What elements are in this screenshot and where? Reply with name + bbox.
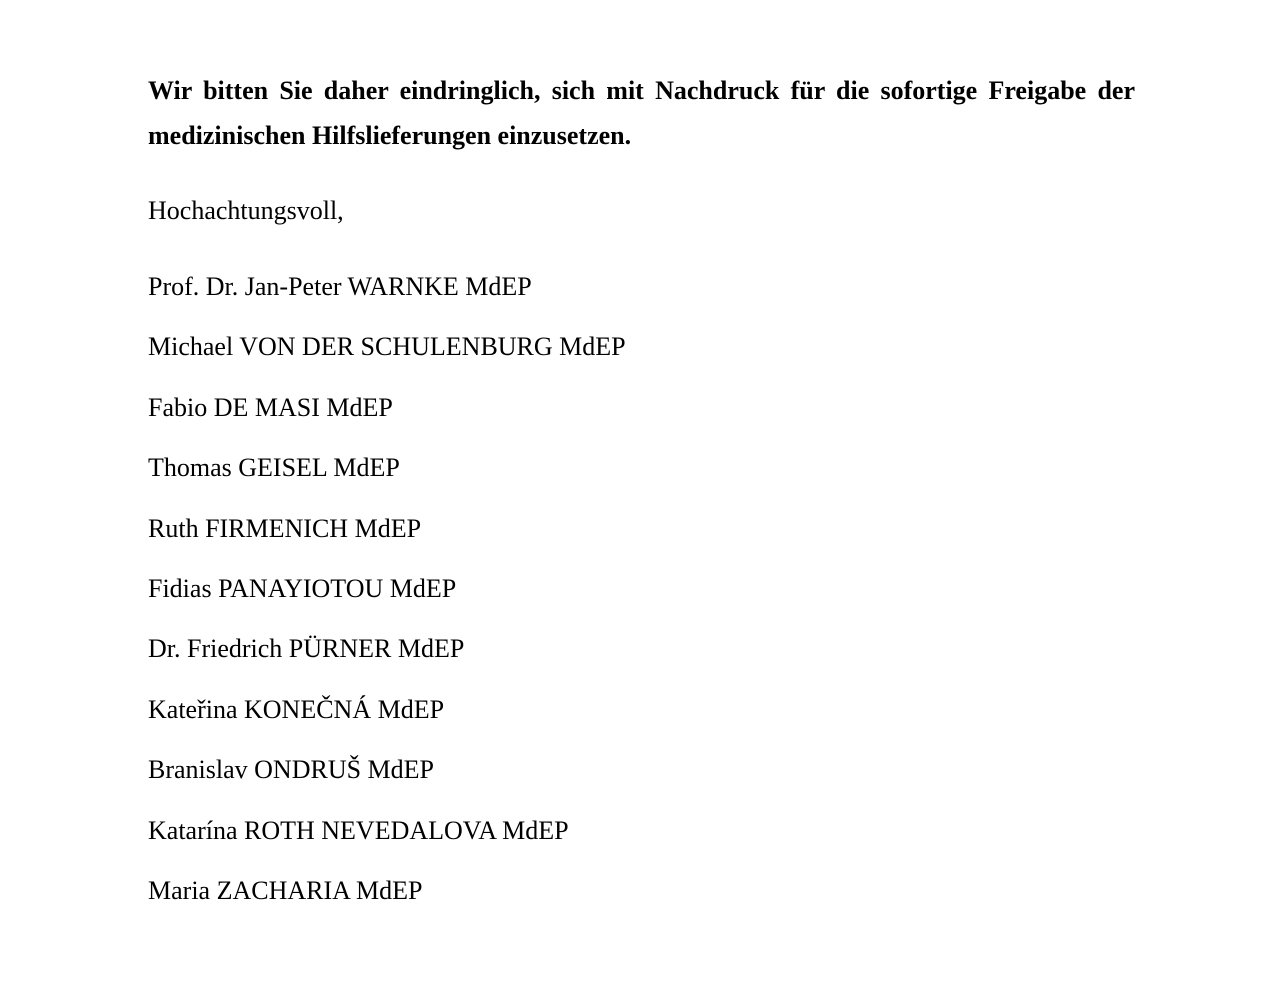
signatory-name: Kateřina KONEČNÁ MdEP [148, 694, 445, 724]
signatory-name: Thomas GEISEL MdEP [148, 453, 400, 483]
signatory-name: Prof. Dr. Jan-Peter WARNKE MdEP [148, 272, 532, 301]
signatory-list [148, 270, 626, 934]
signatory-name: Katarína ROTH NEVEDALOVA MdEP [148, 815, 569, 845]
signatory-name: Fabio DE MASI MdEP [148, 392, 393, 422]
request-paragraph: Wir bitten Sie daher eindringlich, sich mit Nachdruck für die sofortige Freigabe der medizinischen Hilfslieferungen einzusetzen. [148, 76, 1135, 150]
signatory-name: Maria ZACHARIA MdEP [148, 875, 423, 905]
signatory-name: Dr. Friedrich PÜRNER MdEP [148, 634, 465, 664]
signatory-name: Ruth FIRMENICH MdEP [148, 513, 422, 543]
closing-salutation: Hochachtungsvoll, [148, 196, 344, 225]
signatory-name: Branislav ONDRUŠ MdEP [148, 755, 435, 785]
signatory-name: Fidias PANAYIOTOU MdEP [148, 573, 457, 603]
signatory-name: Michael VON DER SCHULENBURG MdEP [148, 332, 626, 362]
